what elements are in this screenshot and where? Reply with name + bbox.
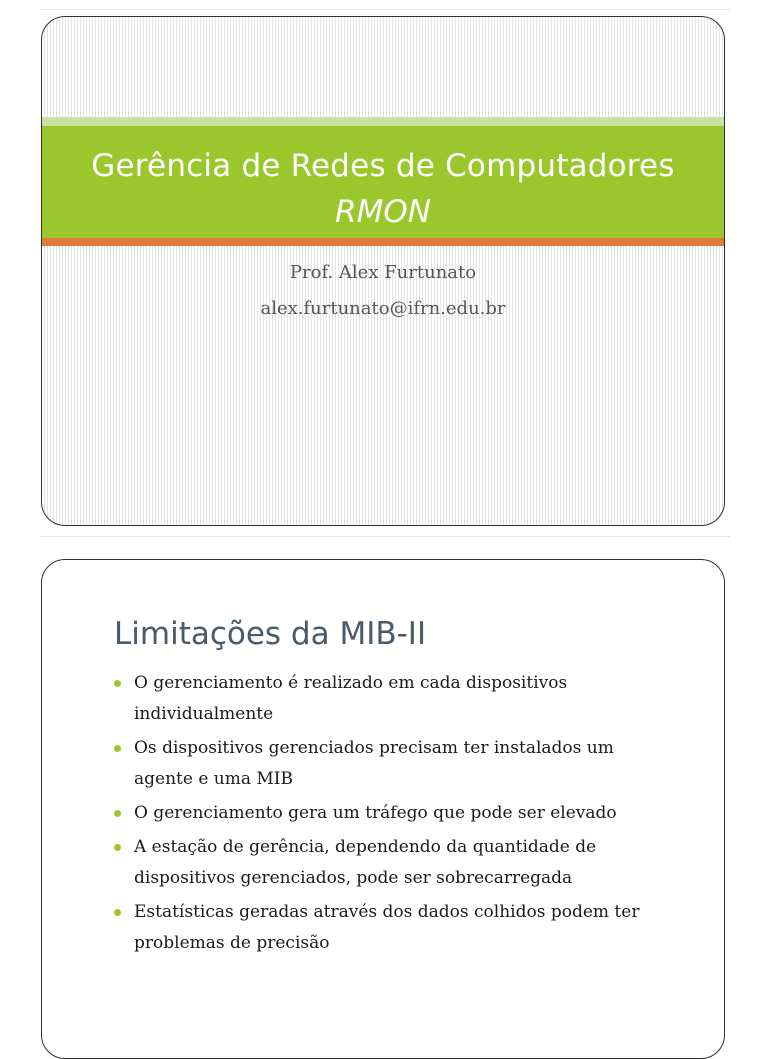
slide-subtitle: RMON — [335, 194, 431, 230]
bullet-item — [114, 897, 674, 959]
bullet-item — [114, 798, 674, 829]
bullet-text: Os dispositivos gerenciados precisam ter instalados um agente e uma MIB — [134, 738, 614, 789]
bullet-text: A estação de gerência, dependendo da quantidade de dispositivos gerenciados, pode ser sobrecarregada — [134, 837, 597, 888]
bullet-item — [114, 832, 674, 894]
bullet-item — [114, 733, 674, 795]
bullet-dot-icon — [114, 909, 121, 916]
author-email: alex.furtunato@ifrn.edu.br — [260, 298, 506, 319]
title-slide — [41, 16, 725, 526]
title-band — [42, 126, 724, 238]
bullet-dot-icon — [114, 680, 121, 687]
bullet-item — [114, 668, 674, 730]
bullet-dot-icon — [114, 844, 121, 851]
slide-heading: Limitações da MIB-II — [114, 616, 427, 652]
title-band-underline — [42, 238, 724, 246]
slide-title: Gerência de Redes de Computadores — [91, 148, 675, 184]
title-band-highlight — [42, 117, 724, 126]
bullet-dot-icon — [114, 810, 121, 817]
page-divider-top — [40, 9, 730, 10]
page-divider-middle — [40, 536, 730, 537]
author-name: Prof. Alex Furtunato — [289, 262, 477, 283]
content-slide — [41, 559, 725, 1059]
bullet-text: O gerenciamento gera um tráfego que pode ser elevado — [134, 803, 617, 823]
bullet-dot-icon — [114, 745, 121, 752]
bullet-text: O gerenciamento é realizado em cada dispositivos individualmente — [134, 673, 568, 724]
bullet-list — [114, 668, 674, 962]
bullet-text: Estatísticas geradas através dos dados colhidos podem ter problemas de precisão — [134, 902, 640, 953]
